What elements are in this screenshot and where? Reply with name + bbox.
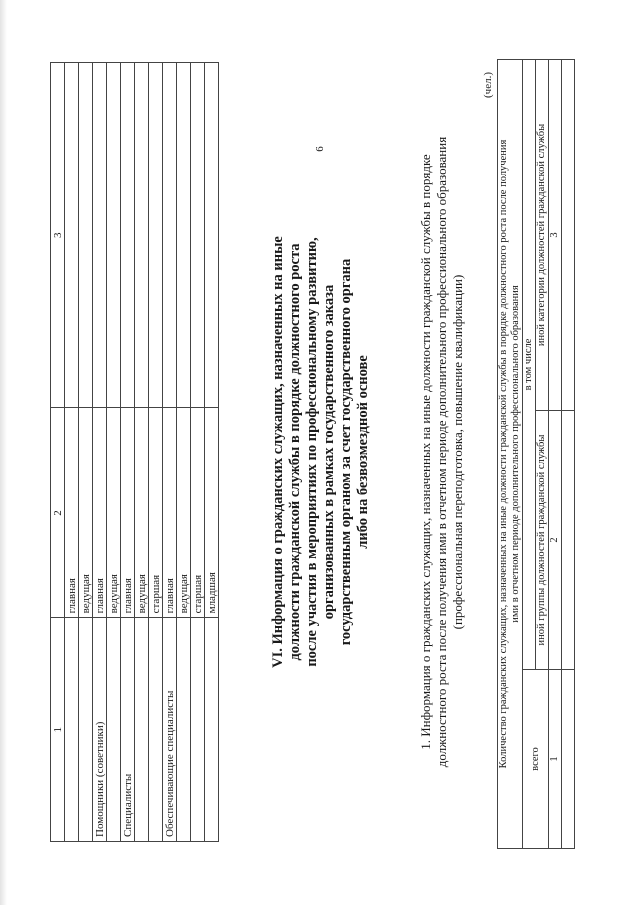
group-cell: младшая <box>205 408 219 618</box>
appointed-employees-table <box>497 59 575 849</box>
section-title-line: VI. Информация о гражданских служащих, назначенных на иные <box>270 236 286 668</box>
category-cell <box>177 618 191 842</box>
staff-category-table <box>50 62 219 842</box>
value-cell <box>107 63 121 409</box>
subsection-1-title <box>418 97 466 807</box>
table-row <box>135 63 149 842</box>
value-cell <box>205 63 219 409</box>
table-row <box>562 60 575 849</box>
column-number-cell: 3 <box>549 60 562 411</box>
total-header-cell: всего <box>523 670 549 849</box>
table-row <box>163 63 177 842</box>
unit-label: (чел.) <box>482 72 494 98</box>
value-cell <box>135 63 149 409</box>
category-cell <box>205 618 219 842</box>
main-header-cell <box>498 60 523 849</box>
main-header-line: ими в отчетном периоде дополнительного профессионального образования <box>510 285 521 623</box>
subtitle-line: должностного роста после получения ими в отчетном периоде дополнительного профессионального образования <box>434 136 449 768</box>
group-cell: ведущая <box>107 408 121 618</box>
category-cell <box>65 618 79 842</box>
value-cell <box>79 63 93 409</box>
value-cell <box>93 63 107 409</box>
table-row <box>149 63 163 842</box>
table-header-row <box>498 60 523 849</box>
scan-edge-shadow <box>0 0 7 905</box>
category-cell: Помощники (советники) <box>93 618 107 842</box>
table-row <box>177 63 191 842</box>
table-row <box>205 63 219 842</box>
header-cell-2: 2 <box>51 408 65 618</box>
section-title-line: государственным органом за счет государственного органа <box>338 258 354 646</box>
value-cell <box>121 63 135 409</box>
value-cell <box>65 63 79 409</box>
category-cell <box>149 618 163 842</box>
category-cell <box>79 618 93 842</box>
value-cell <box>191 63 205 409</box>
category-cell: Обеспечивающие специалисты <box>163 618 177 842</box>
section-title-line: либо на безвозмездной основе <box>355 355 371 549</box>
table-header-row <box>523 60 536 849</box>
table-row <box>121 63 135 842</box>
value-cell <box>562 670 575 849</box>
value-cell <box>562 411 575 670</box>
including-header-cell: в том числе <box>523 60 536 670</box>
other-group-header-cell: иной группы должностей гражданской службы <box>536 411 549 670</box>
group-cell: ведущая <box>135 408 149 618</box>
value-cell <box>562 60 575 411</box>
table-row <box>79 63 93 842</box>
header-cell-3: 3 <box>51 63 65 409</box>
group-cell: главная <box>65 408 79 618</box>
section-title-line: организованных в рамках государственного заказа <box>321 284 337 620</box>
group-cell: ведущая <box>177 408 191 618</box>
page-number: 6 <box>314 146 326 152</box>
header-cell-1: 1 <box>51 618 65 842</box>
value-cell <box>149 63 163 409</box>
column-number-cell: 1 <box>549 670 562 849</box>
category-cell <box>107 618 121 842</box>
section-vi-title <box>270 127 372 777</box>
group-cell: старшая <box>149 408 163 618</box>
group-cell: главная <box>163 408 177 618</box>
group-cell: главная <box>121 408 135 618</box>
section-title-line: должности гражданской службы в порядке должностного роста <box>287 243 303 661</box>
group-cell: старшая <box>191 408 205 618</box>
subtitle-line: 1. Информация о гражданских служащих, назначенных на иные должности гражданской службы в порядке <box>418 154 433 750</box>
category-cell: Специалисты <box>121 618 135 842</box>
table-number-row <box>549 60 562 849</box>
group-cell: ведущая <box>79 408 93 618</box>
table-row <box>191 63 205 842</box>
column-number-cell: 2 <box>549 411 562 670</box>
group-cell: главная <box>93 408 107 618</box>
section-title-line: после участия в мероприятиях по профессиональному развитию, <box>304 237 320 667</box>
subtitle-line: (профессиональная переподготовка, повышение квалификации) <box>450 274 465 630</box>
value-cell <box>177 63 191 409</box>
rotated-document <box>50 37 590 867</box>
table-row <box>107 63 121 842</box>
category-cell <box>135 618 149 842</box>
other-category-header-cell: иной категории должностей гражданской службы <box>536 60 549 411</box>
main-header-line: Количество гражданских служащих, назначенных на иные должности гражданской службы в порядке должностного роста после получения <box>498 139 509 769</box>
value-cell <box>163 63 177 409</box>
table-row <box>65 63 79 842</box>
table-header-row <box>51 63 65 842</box>
table-row <box>93 63 107 842</box>
category-cell <box>191 618 205 842</box>
